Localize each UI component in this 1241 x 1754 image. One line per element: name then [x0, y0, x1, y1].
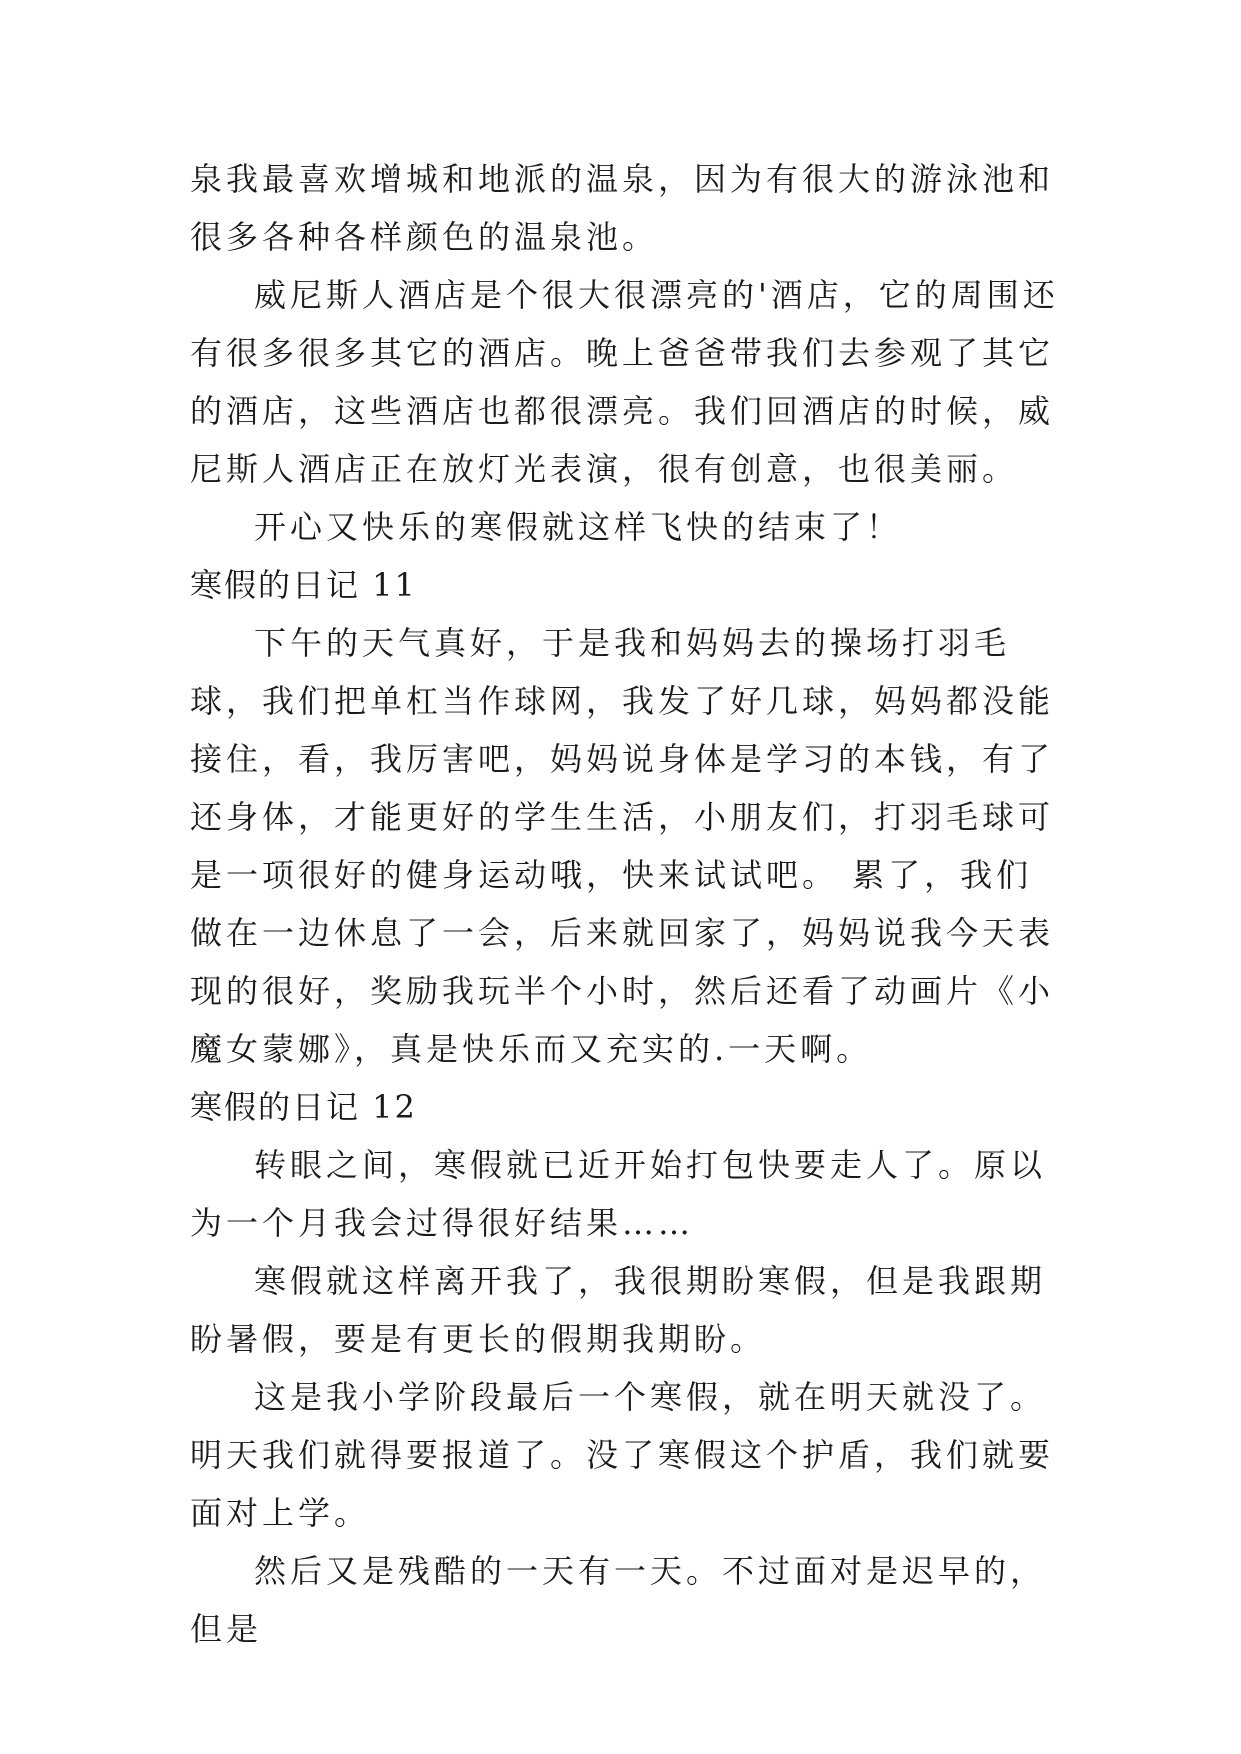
paragraph: 然后又是残酷的一天有一天。不过面对是迟早的，但是 — [190, 1552, 1047, 1648]
section-heading: 寒假的日记 12 — [190, 1088, 417, 1126]
section-heading: 寒假的日记 11 — [190, 566, 417, 604]
paragraph: 转眼之间，寒假就已近开始打包快要走人了。原以为一个月我会过得很好结果…… — [190, 1146, 1047, 1242]
paragraph: 这是我小学阶段最后一个寒假，就在明天就没了。明天我们就得要报道了。没了寒假这个护盾，我们就要面对上学。 — [190, 1378, 1055, 1532]
paragraph: 威尼斯人酒店是个很大很漂亮的'酒店，它的周围还有很多很多其它的酒店。晚上爸爸带我们去参观了其它的酒店，这些酒店也都很漂亮。我们回酒店的时候，威尼斯人酒店正在放灯光表演，很有创意，也很美丽。 — [190, 276, 1059, 488]
paragraph: 下午的天气真好，于是我和妈妈去的操场打羽毛球，我们把单杠当作球网，我发了好几球，妈妈都没能接住，看，我厉害吧，妈妈说身体是学习的本钱，有了还身体，才能更好的学生生活，小朋友们，打羽毛球可是一项很好的健身运动哦，快来试试吧。 累了，我们做在一边休息了一会，后来就回家了，妈妈说我今天表现的很好，奖励我玩半个小时，然后还看了动画片《小魔女蒙娜》，真是快乐而又充实的.一天啊。 — [190, 624, 1055, 1068]
paragraph: 开心又快乐的寒假就这样飞快的结束了！ — [254, 508, 903, 546]
document-body — [190, 150, 1060, 1658]
paragraph: 寒假就这样离开我了，我很期盼寒假，但是我跟期盼暑假，要是有更长的假期我期盼。 — [190, 1262, 1047, 1358]
paragraph: 泉我最喜欢增城和地派的温泉，因为有很大的游泳池和很多各种各样颜色的温泉池。 — [190, 160, 1055, 256]
